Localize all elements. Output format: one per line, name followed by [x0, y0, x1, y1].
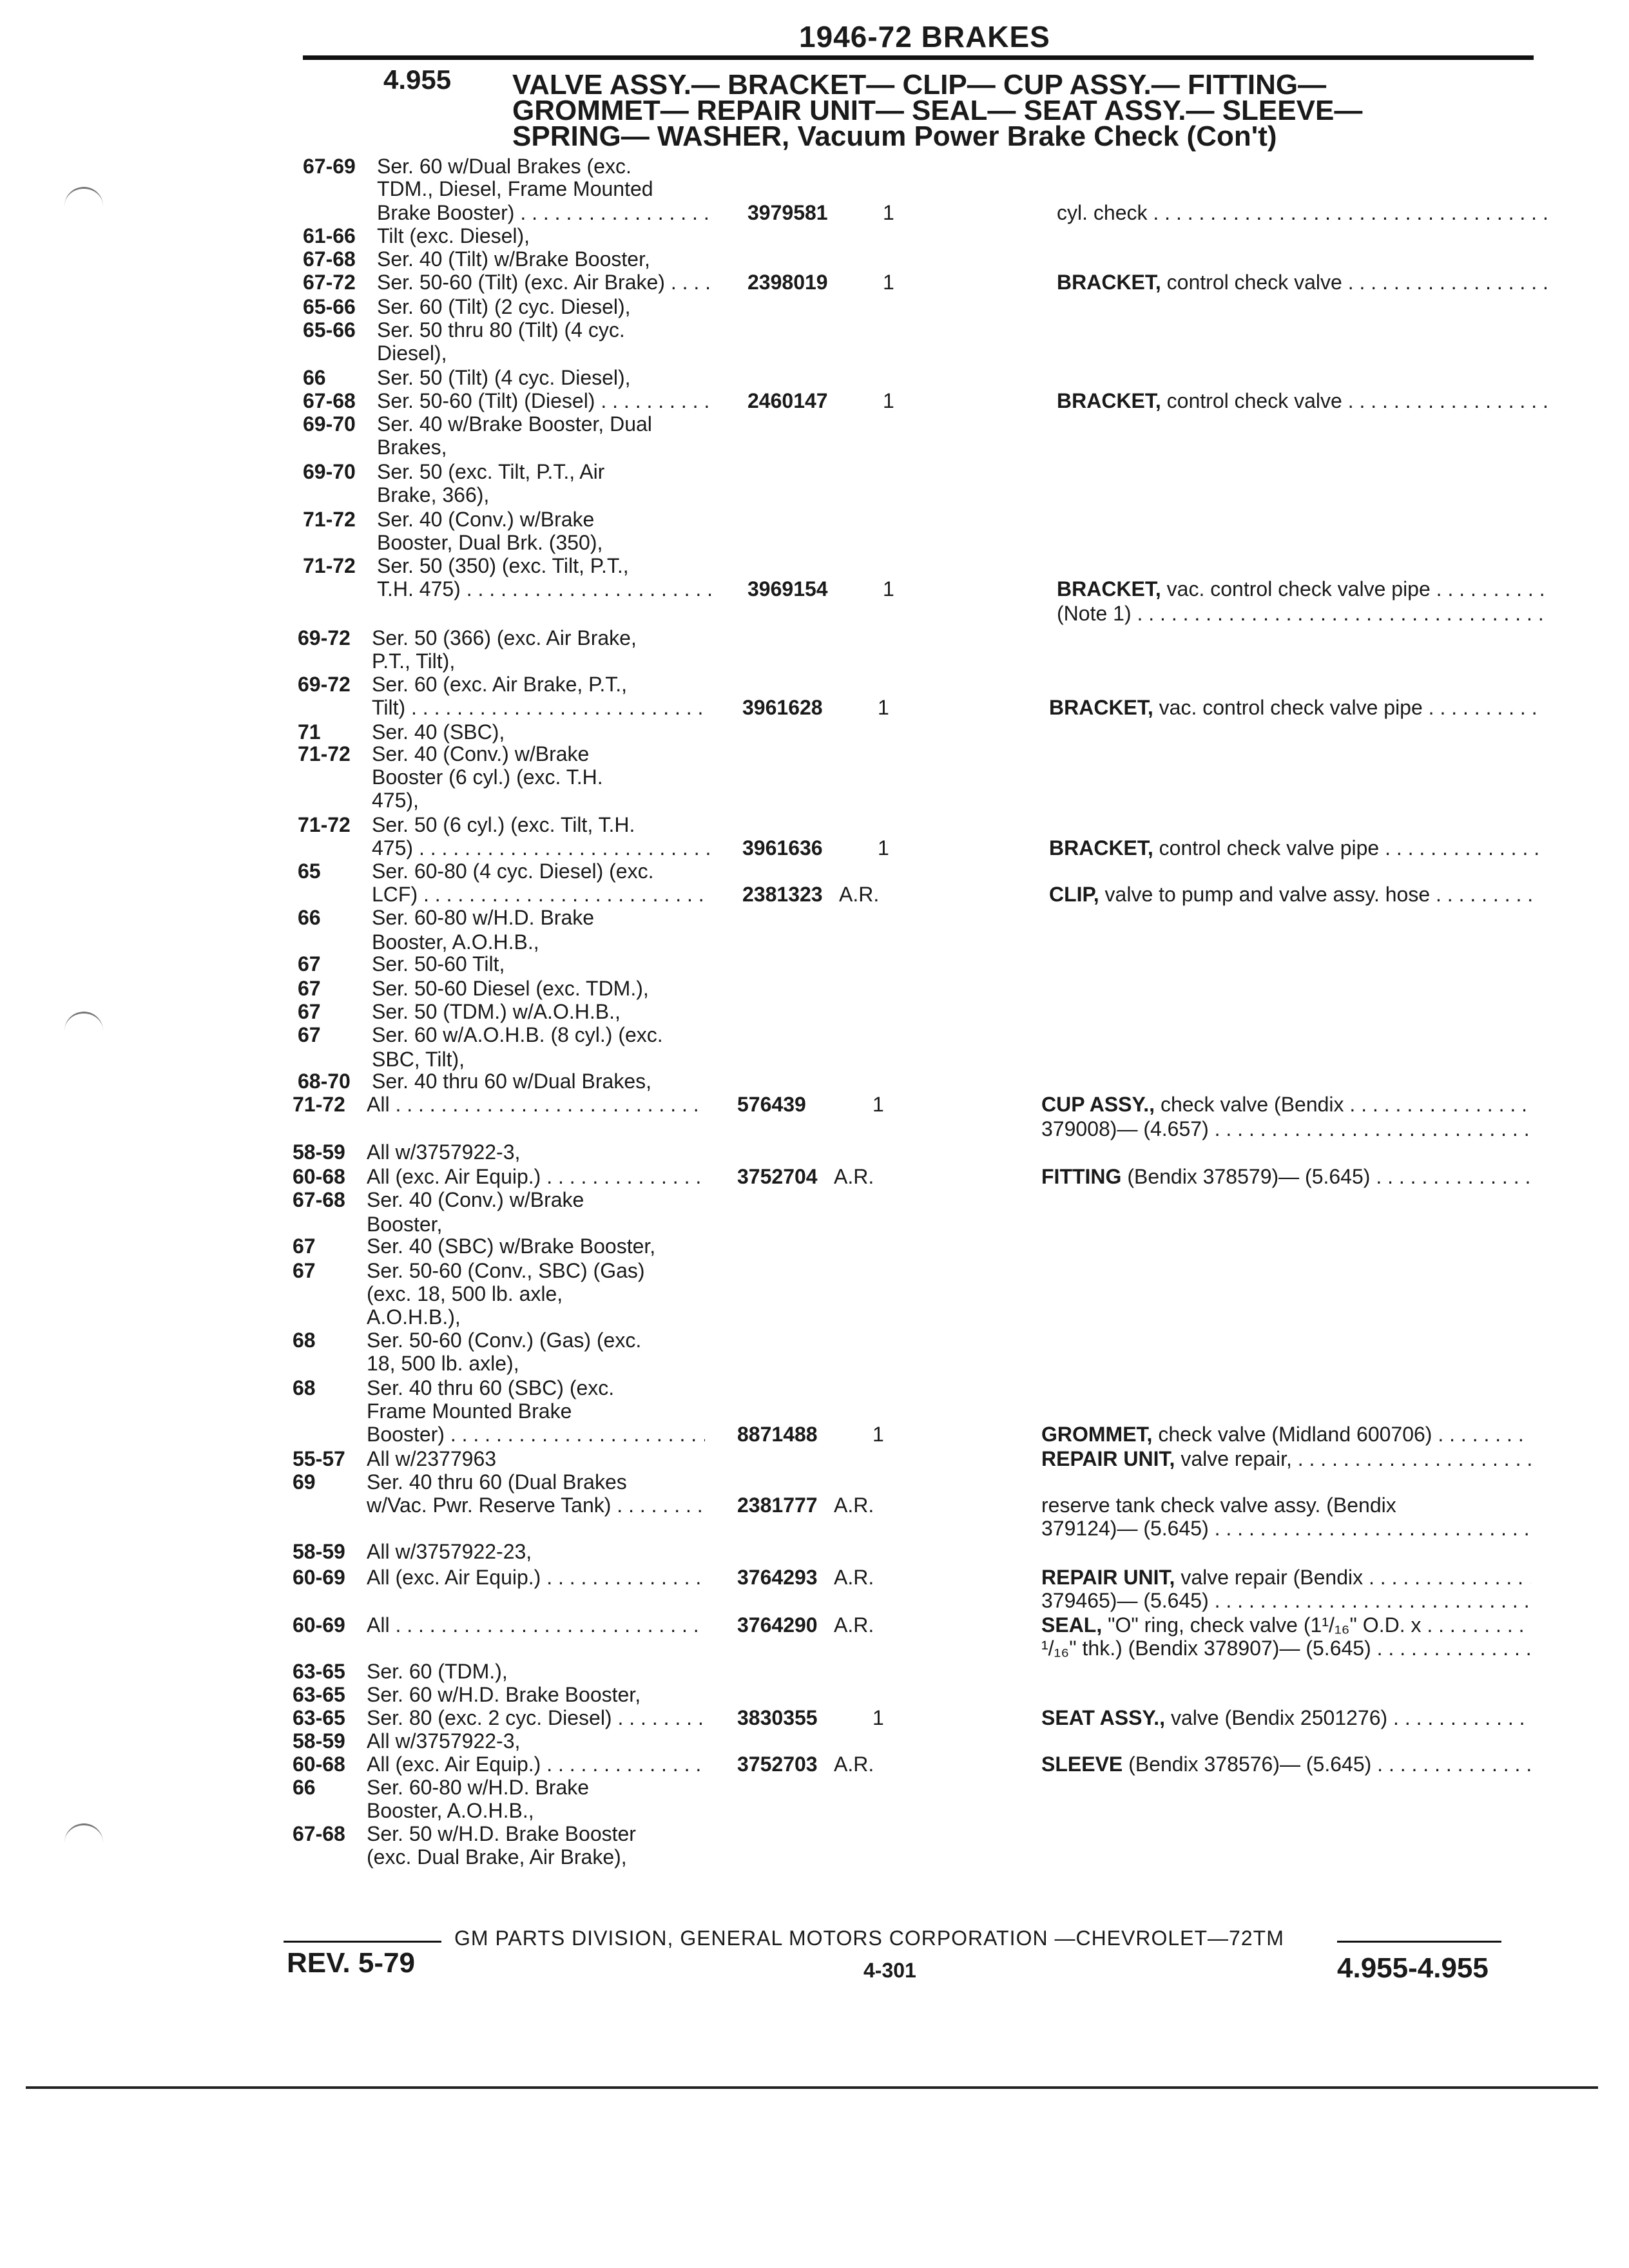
table-row — [0, 602, 1629, 625]
part-detail: (Bendix 378579)— (5.645) — [1121, 1165, 1371, 1188]
table-row — [0, 1517, 1629, 1540]
application-description: All . . . — [367, 1613, 705, 1637]
table-row — [0, 577, 1629, 601]
model-years: 69-70 — [303, 460, 356, 483]
part-number: 3830355 — [737, 1706, 818, 1729]
application-description: LCF) . . . — [372, 883, 710, 906]
quantity: A.R. — [839, 883, 880, 906]
table-row — [0, 1235, 1629, 1258]
model-years: 69-72 — [298, 626, 351, 649]
application-description: All w/2377963 — [367, 1447, 497, 1470]
quantity: 1 — [883, 201, 894, 224]
table-row — [0, 1706, 1629, 1729]
part-description — [1057, 201, 1547, 224]
table-row — [0, 1259, 1629, 1282]
quantity: A.R. — [834, 1165, 874, 1188]
table-row — [0, 1093, 1629, 1116]
table-row — [0, 554, 1629, 577]
quantity: 1 — [878, 696, 889, 719]
table-row — [0, 836, 1629, 860]
application-description: Ser. 60 w/H.D. Brake Booster, — [367, 1683, 641, 1706]
table-row — [0, 626, 1629, 649]
quantity: A.R. — [834, 1566, 874, 1589]
part-name: BRACKET, — [1049, 836, 1153, 860]
model-years: 67 — [298, 952, 321, 975]
application-description: Ser. 50 (366) (exc. Air Brake, — [372, 626, 637, 649]
part-number: 3979581 — [747, 201, 828, 224]
quantity: A.R. — [834, 1494, 874, 1517]
application-description: Ser. 50-60 (Conv.) (Gas) (exc. — [367, 1329, 642, 1352]
table-row — [0, 177, 1629, 200]
application-description: Tilt) . . . — [372, 696, 710, 719]
model-years: 60-68 — [293, 1753, 345, 1776]
application-description: Ser. 40 (Conv.) w/Brake — [377, 508, 595, 531]
application-description: Booster) . . . — [367, 1423, 705, 1446]
part-description — [1041, 1093, 1531, 1116]
model-years: 66 — [303, 366, 326, 389]
application-description: All (exc. Air Equip.) . . . — [367, 1165, 705, 1188]
model-years: 71-72 — [298, 813, 351, 836]
model-years: 67 — [298, 1023, 321, 1046]
part-number: 8871488 — [737, 1423, 818, 1446]
quantity: 1 — [883, 389, 894, 412]
application-description: Brake Booster) . . . — [377, 201, 715, 224]
model-years: 65-66 — [303, 295, 356, 318]
application-description: Ser. 50 (6 cyl.) (exc. Tilt, T.H. — [372, 813, 635, 836]
part-name: REPAIR UNIT, — [1041, 1566, 1175, 1589]
table-row — [0, 1282, 1629, 1305]
model-years: 58-59 — [293, 1540, 345, 1563]
model-years: 55-57 — [293, 1447, 345, 1470]
table-row — [0, 247, 1629, 271]
part-description — [1041, 1566, 1531, 1589]
model-years: 67-68 — [303, 389, 356, 412]
part-name: GROMMET, — [1041, 1423, 1153, 1446]
model-years: 71 — [298, 720, 321, 744]
part-name: SEAL, — [1041, 1613, 1103, 1637]
footer-section-range: 4.955-4.955 — [1337, 1952, 1489, 1984]
application-description: SBC, Tilt), — [372, 1048, 465, 1071]
table-row — [0, 720, 1629, 744]
application-description: TDM., Diesel, Frame Mounted — [377, 177, 653, 200]
section-number: 4.955 — [383, 64, 452, 95]
table-row — [0, 1140, 1629, 1164]
application-description: Ser. 50 thru 80 (Tilt) (4 cyc. — [377, 318, 625, 341]
application-description: All w/3757922-23, — [367, 1540, 532, 1563]
application-description: Ser. 60 (Tilt) (2 cyc. Diesel), — [377, 295, 631, 318]
footer-rule-left — [284, 1941, 441, 1943]
application-description: Ser. 40 (SBC) w/Brake Booster, — [367, 1235, 656, 1258]
part-number: 576439 — [737, 1093, 806, 1116]
section-heading-line: GROMMET— REPAIR UNIT— SEAL— SEAT ASSY.— SLEEVE— — [512, 95, 1363, 126]
application-description: Ser. 40 w/Brake Booster, Dual — [377, 412, 652, 436]
model-years: 67-68 — [293, 1822, 345, 1845]
part-description — [1041, 1494, 1531, 1517]
part-detail: cyl. check — [1057, 201, 1148, 224]
page-header-title: 1946-72 BRAKES — [799, 20, 1050, 53]
table-row — [0, 1023, 1629, 1046]
table-row — [0, 1352, 1629, 1375]
application-description: Ser. 60 w/Dual Brakes (exc. — [377, 155, 631, 178]
footer-page-number: 4-301 — [863, 1959, 916, 1982]
part-detail: reserve tank check valve assy. (Bendix — [1041, 1494, 1396, 1517]
table-row — [0, 930, 1629, 954]
part-name: FITTING — [1041, 1165, 1122, 1188]
quantity: 1 — [883, 271, 894, 294]
part-detail: 379008)— (4.657) — [1041, 1117, 1209, 1140]
application-description: Ser. 50-60 (Tilt) (Diesel) . . . — [377, 389, 715, 412]
application-description: Ser. 40 (SBC), — [372, 720, 505, 744]
part-detail: 379124)— (5.645) — [1041, 1517, 1209, 1540]
application-description: Ser. 50-60 Tilt, — [372, 952, 505, 975]
table-row — [0, 1213, 1629, 1236]
table-row — [0, 789, 1629, 812]
part-description — [1041, 1613, 1531, 1637]
part-number: 3961628 — [742, 696, 823, 719]
part-description — [1041, 1753, 1531, 1776]
table-row — [0, 1447, 1629, 1470]
model-years: 71-72 — [298, 742, 351, 765]
table-row — [0, 1329, 1629, 1352]
part-name: BRACKET, — [1057, 271, 1161, 294]
application-description: All . . . — [367, 1093, 705, 1116]
table-row — [0, 271, 1629, 294]
application-description: T.H. 475) . . . — [377, 577, 715, 601]
part-detail: vac. control check valve pipe — [1153, 696, 1423, 719]
table-row — [0, 1305, 1629, 1329]
part-description — [1041, 1637, 1531, 1660]
model-years: 68-70 — [298, 1070, 351, 1093]
part-description — [1057, 271, 1547, 294]
model-years: 69 — [293, 1470, 316, 1494]
table-row — [0, 1589, 1629, 1612]
table-row — [0, 318, 1629, 341]
application-description: Ser. 50-60 (Conv., SBC) (Gas) — [367, 1259, 645, 1282]
part-number: 2398019 — [747, 271, 828, 294]
table-row — [0, 1117, 1629, 1140]
part-description — [1049, 836, 1539, 860]
part-description — [1049, 696, 1539, 719]
application-description: Ser. 40 (Tilt) w/Brake Booster, — [377, 247, 650, 271]
model-years: 67 — [298, 1000, 321, 1023]
table-row — [0, 906, 1629, 929]
part-description — [1041, 1423, 1531, 1446]
table-row — [0, 860, 1629, 883]
model-years: 60-68 — [293, 1165, 345, 1188]
table-row — [0, 1637, 1629, 1660]
part-number: 3752703 — [737, 1753, 818, 1776]
part-detail: control check valve — [1161, 271, 1342, 294]
model-years: 66 — [293, 1776, 316, 1799]
part-detail: (Bendix 378576)— (5.645) — [1123, 1753, 1372, 1776]
table-row — [0, 883, 1629, 906]
application-description: Ser. 60-80 w/H.D. Brake — [367, 1776, 590, 1799]
application-description: Tilt (exc. Diesel), — [377, 224, 530, 247]
application-description: Ser. 60-80 (4 cyc. Diesel) (exc. — [372, 860, 654, 883]
model-years: 67-68 — [293, 1188, 345, 1211]
model-years: 71-72 — [293, 1093, 345, 1116]
part-detail: check valve (Bendix — [1155, 1093, 1344, 1116]
part-detail: ¹/₁₆" thk.) (Bendix 378907)— (5.645) — [1041, 1637, 1371, 1660]
table-row — [0, 1776, 1629, 1799]
application-description: Ser. 60 (exc. Air Brake, P.T., — [372, 673, 628, 696]
application-description: P.T., Tilt), — [372, 649, 456, 673]
part-description — [1057, 602, 1547, 625]
part-description — [1041, 1517, 1531, 1540]
part-detail: vac. control check valve pipe — [1161, 577, 1431, 601]
quantity: 1 — [883, 577, 894, 601]
part-number: 3969154 — [747, 577, 828, 601]
application-description: Booster (6 cyl.) (exc. T.H. — [372, 765, 603, 789]
section-heading-line: SPRING— WASHER, Vacuum Power Brake Check (Con't) — [512, 120, 1277, 152]
application-description: Ser. 40 thru 60 w/Dual Brakes, — [372, 1070, 651, 1093]
model-years: 71-72 — [303, 508, 356, 531]
table-row — [0, 366, 1629, 389]
model-years: 69-72 — [298, 673, 351, 696]
footer-rule-right — [1337, 1941, 1501, 1943]
application-description: (exc. 18, 500 lb. axle, — [367, 1282, 563, 1305]
table-row — [0, 224, 1629, 247]
part-name: SEAT ASSY., — [1041, 1706, 1166, 1729]
part-description — [1041, 1165, 1531, 1188]
application-description: Ser. 40 (Conv.) w/Brake — [367, 1188, 584, 1211]
quantity: 1 — [878, 836, 889, 860]
model-years: 68 — [293, 1329, 316, 1352]
part-name: CUP ASSY., — [1041, 1093, 1155, 1116]
part-detail: "O" ring, check valve (1¹/₁₆" O.D. x — [1102, 1613, 1422, 1637]
model-years: 61-66 — [303, 224, 356, 247]
model-years: 67-72 — [303, 271, 356, 294]
model-years: 71-72 — [303, 554, 356, 577]
table-row — [0, 1070, 1629, 1093]
application-description: 475) . . . — [372, 836, 710, 860]
table-row — [0, 1399, 1629, 1423]
part-detail: control check valve pipe — [1153, 836, 1380, 860]
table-row — [0, 1048, 1629, 1071]
application-description: Ser. 60 w/A.O.H.B. (8 cyl.) (exc. — [372, 1023, 663, 1046]
table-row — [0, 412, 1629, 436]
table-row — [0, 1683, 1629, 1706]
part-description — [1041, 1117, 1531, 1140]
table-row — [0, 1799, 1629, 1822]
table-row — [0, 531, 1629, 554]
application-description: All w/3757922-3, — [367, 1729, 521, 1753]
model-years: 67 — [293, 1235, 316, 1258]
application-description: Ser. 50-60 (Tilt) (exc. Air Brake) . . . — [377, 271, 715, 294]
table-row — [0, 1753, 1629, 1776]
application-description: Booster, — [367, 1213, 443, 1236]
quantity: 1 — [872, 1093, 884, 1116]
part-name: BRACKET, — [1049, 696, 1153, 719]
model-years: 65-66 — [303, 318, 356, 341]
model-years: 58-59 — [293, 1729, 345, 1753]
part-number: 3764293 — [737, 1566, 818, 1589]
table-row — [0, 460, 1629, 483]
application-description: Ser. 50 (Tilt) (4 cyc. Diesel), — [377, 366, 631, 389]
model-years: 66 — [298, 906, 321, 929]
scan-bottom-edge — [26, 2086, 1598, 2089]
model-years: 63-65 — [293, 1706, 345, 1729]
application-description: Ser. 40 (Conv.) w/Brake — [372, 742, 590, 765]
part-detail: valve (Bendix 2501276) — [1165, 1706, 1388, 1729]
part-detail: valve repair (Bendix — [1175, 1566, 1364, 1589]
application-description: Ser. 50 w/H.D. Brake Booster — [367, 1822, 636, 1845]
model-years: 67 — [293, 1259, 316, 1282]
footer-division: GM PARTS DIVISION, GENERAL MOTORS CORPORATION —CHEVROLET—72TM — [454, 1927, 1284, 1950]
quantity: 1 — [872, 1423, 884, 1446]
application-description: 18, 500 lb. axle), — [367, 1352, 519, 1375]
table-row — [0, 1729, 1629, 1753]
application-description: Ser. 40 thru 60 (Dual Brakes — [367, 1470, 627, 1494]
application-description: All w/3757922-3, — [367, 1140, 521, 1164]
application-description: Ser. 80 (exc. 2 cyc. Diesel) . . . — [367, 1706, 705, 1729]
section-heading-line: VALVE ASSY.— BRACKET— CLIP— CUP ASSY.— FITTING— — [512, 69, 1327, 101]
footer-revision: REV. 5-79 — [287, 1947, 415, 1979]
table-row — [0, 1165, 1629, 1188]
part-name: CLIP, — [1049, 883, 1099, 906]
part-description — [1057, 389, 1547, 412]
table-row — [0, 295, 1629, 318]
table-row — [0, 389, 1629, 412]
application-description: Ser. 50 (TDM.) w/A.O.H.B., — [372, 1000, 621, 1023]
table-row — [0, 977, 1629, 1000]
part-description — [1049, 883, 1539, 906]
quantity: A.R. — [834, 1613, 874, 1637]
model-years: 63-65 — [293, 1683, 345, 1706]
model-years: 69-70 — [303, 412, 356, 436]
application-description: Brakes, — [377, 436, 447, 459]
application-description: Ser. 60-80 w/H.D. Brake — [372, 906, 595, 929]
model-years: 60-69 — [293, 1566, 345, 1589]
model-years: 67-68 — [303, 247, 356, 271]
table-row — [0, 1822, 1629, 1845]
application-description: 475), — [372, 789, 419, 812]
application-description: Diesel), — [377, 341, 447, 365]
model-years: 68 — [293, 1376, 316, 1399]
application-description: Ser. 40 thru 60 (SBC) (exc. — [367, 1376, 615, 1399]
part-detail: check valve (Midland 600706) — [1152, 1423, 1432, 1446]
application-description: Frame Mounted Brake — [367, 1399, 572, 1423]
part-detail: 379465)— (5.645) — [1041, 1589, 1209, 1612]
part-number: 2381777 — [737, 1494, 818, 1517]
part-name: REPAIR UNIT, — [1041, 1447, 1175, 1470]
table-row — [0, 155, 1629, 178]
model-years: 60-69 — [293, 1613, 345, 1637]
table-row — [0, 1188, 1629, 1211]
application-description: A.O.H.B.), — [367, 1305, 461, 1329]
part-detail: valve to pump and valve assy. hose — [1099, 883, 1431, 906]
part-name: BRACKET, — [1057, 577, 1161, 601]
part-description — [1041, 1706, 1531, 1729]
model-years: 67 — [298, 977, 321, 1000]
table-row — [0, 508, 1629, 531]
table-row — [0, 1660, 1629, 1683]
part-number: 3752704 — [737, 1165, 818, 1188]
application-description: Booster, Dual Brk. (350), — [377, 531, 603, 554]
part-detail: control check valve — [1161, 389, 1342, 412]
part-detail: (Note 1) — [1057, 602, 1132, 625]
application-description: Booster, A.O.H.B., — [372, 930, 539, 954]
table-row — [0, 341, 1629, 365]
part-number: 2460147 — [747, 389, 828, 412]
table-row — [0, 1540, 1629, 1563]
table-row — [0, 742, 1629, 765]
part-description — [1041, 1589, 1531, 1612]
part-name: SLEEVE — [1041, 1753, 1123, 1776]
table-row — [0, 1845, 1629, 1869]
part-number: 2381323 — [742, 883, 823, 906]
quantity: A.R. — [834, 1753, 874, 1776]
table-row — [0, 1566, 1629, 1589]
quantity: 1 — [872, 1706, 884, 1729]
application-description: Ser. 50 (350) (exc. Tilt, P.T., — [377, 554, 629, 577]
application-description: All (exc. Air Equip.) . . . — [367, 1566, 705, 1589]
table-row — [0, 813, 1629, 836]
model-years: 65 — [298, 860, 321, 883]
application-description: w/Vac. Pwr. Reserve Tank) . . . — [367, 1494, 705, 1517]
table-row — [0, 696, 1629, 719]
application-description: Ser. 60 (TDM.), — [367, 1660, 508, 1683]
model-years: 58-59 — [293, 1140, 345, 1164]
table-row — [0, 673, 1629, 696]
table-row — [0, 1494, 1629, 1517]
table-row — [0, 1613, 1629, 1637]
table-row — [0, 1000, 1629, 1023]
application-description: Ser. 50 (exc. Tilt, P.T., Air — [377, 460, 605, 483]
table-row — [0, 483, 1629, 506]
part-number: 3961636 — [742, 836, 823, 860]
application-description: Brake, 366), — [377, 483, 490, 506]
table-row — [0, 1470, 1629, 1494]
table-row — [0, 201, 1629, 224]
part-number: 3764290 — [737, 1613, 818, 1637]
part-description — [1041, 1447, 1531, 1470]
table-row — [0, 649, 1629, 673]
table-row — [0, 436, 1629, 459]
part-description — [1057, 577, 1547, 601]
application-description: (exc. Dual Brake, Air Brake), — [367, 1845, 627, 1869]
part-name: BRACKET, — [1057, 389, 1161, 412]
table-row — [0, 1376, 1629, 1399]
application-description: Ser. 50-60 Diesel (exc. TDM.), — [372, 977, 649, 1000]
model-years: 63-65 — [293, 1660, 345, 1683]
table-row — [0, 952, 1629, 975]
model-years: 67-69 — [303, 155, 356, 178]
application-description: Booster, A.O.H.B., — [367, 1799, 534, 1822]
table-row — [0, 1423, 1629, 1446]
part-detail: valve repair, — [1175, 1447, 1292, 1470]
application-description: All (exc. Air Equip.) . . . — [367, 1753, 705, 1776]
table-row — [0, 765, 1629, 789]
